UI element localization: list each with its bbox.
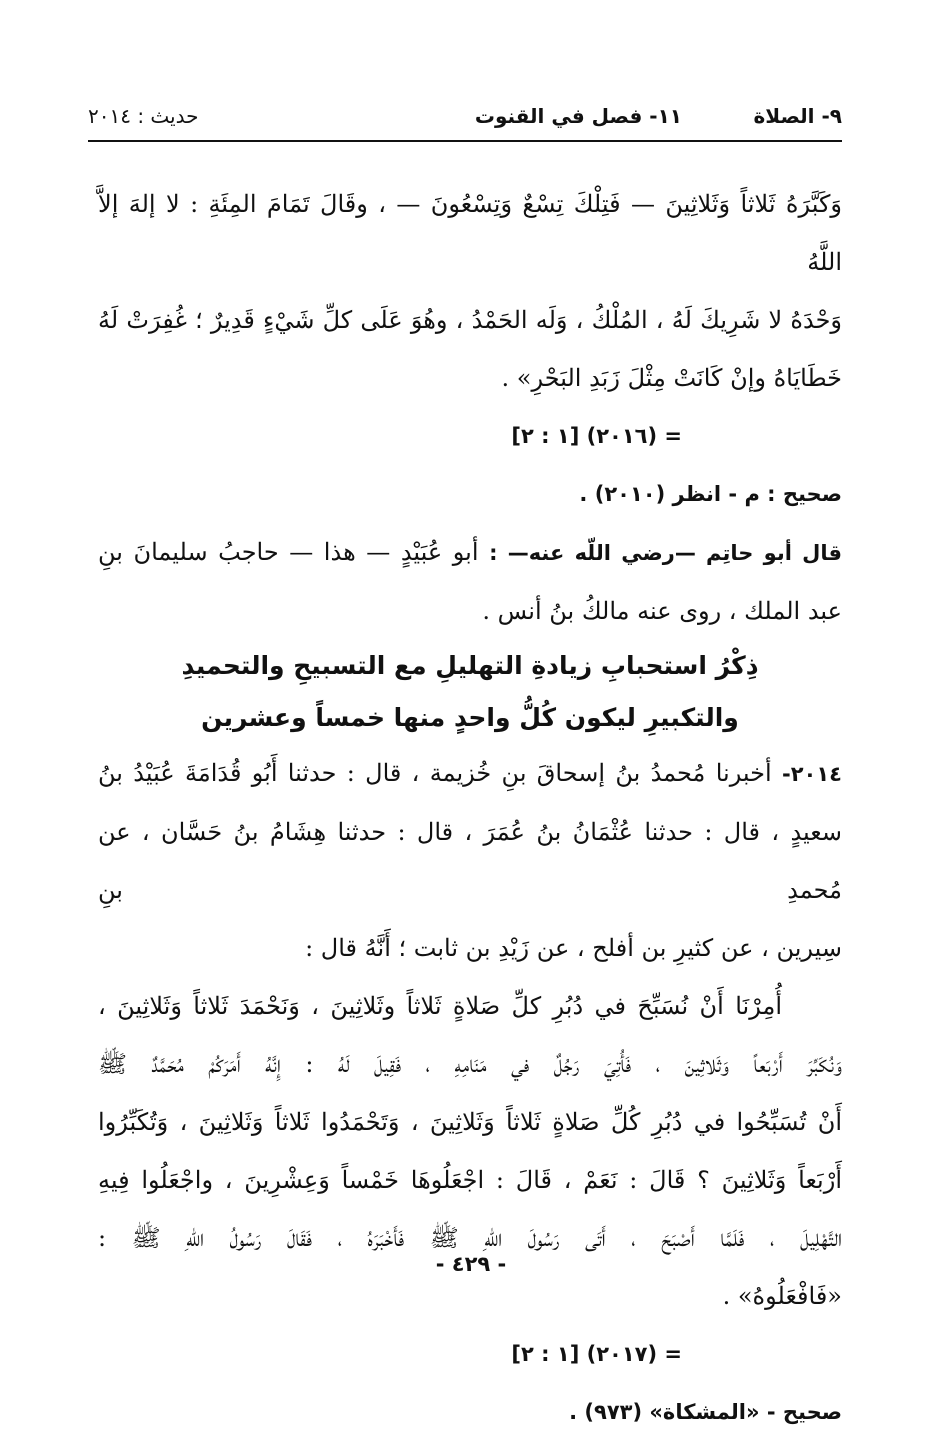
chain-text: أخبرنا مُحمدُ بنُ إسحاقَ بنِ خُزيمة ، قال : حدثنا أَبُو قُدَامَةَ عُبَيْدُ بنُ [98,759,782,787]
hadith-text: التَّهْلِيلَ ، فَلَمَّا أَصْبَحَ ، أَتَى رَسُولَ اللّهِ ﷺ فَأَخْبَرَهُ ، فَقَالَ رَسُولُ اللّهِ ﷺ : [98,1224,842,1252]
note-author: قال أبو حاتِم —رضي اللّه عنه— : [489,541,842,565]
header-hadith-number: حديث : ٢٠١٤ [88,104,199,128]
section-heading: ذِكْرُ استحبابِ زيادةِ التهليلِ مع التسبيحِ والتحميدِ [181,651,759,680]
text-line: وَكَبَّرَهُ ثَلاثاً وَثَلاثِينَ — فَتِلْكَ تِسْعٌ وَتِسْعُونَ — ، وقَالَ تَمَامَ المِئَةِ : لا إلهَ إلاَّ اللَّهُ [98,190,842,276]
hadith-text: أَرْبَعاً وَثَلاثِينَ ؟ قَالَ : نَعَمْ ، قَالَ : اجْعَلُوهَا خَمْساً وَعِشْرِينَ ، واجْعَلُوا فِيهِ [98,1166,842,1194]
text-line: سعيدٍ ، قال : حدثنا عُثْمَانُ بنُ عُمَرَ ، قال : حدثنا هِشَامُ بنُ حَسَّان ، عن مُحمدِ بنِ [98,818,842,904]
text-line: وَحْدَهُ لا شَرِيكَ لَهُ ، المُلْكُ ، وَلَه الحَمْدُ ، وهُوَ عَلَى كلِّ شَيْءٍ قَدِيرٌ ؛ غُفِرَتْ لَهُ [98,306,842,334]
text-line: سِيرين ، عن كثيرِ بن أفلح ، عن زَيْدِ بن ثابت ؛ أَنَّهُ قال : [305,934,842,962]
cross-reference: = (٢٠١٧) [١ : ٢] [511,1342,682,1366]
text-line: خَطَايَاهُ وإنْ كَانَتْ مِثْلَ زَبَدِ البَحْرِ» . [501,364,842,392]
hadith-text: أَنْ تُسَبِّحُوا في دُبُرِ كُلِّ صَلاةٍ ثَلاثاً وَثَلاثِينَ ، وَتَحْمَدُوا ثَلاثاً وَثَلاثِينَ ، وَتُكَبِّرُوا [98,1108,842,1136]
running-header [88,100,842,142]
page-number: - ٤٢٩ - [435,1252,507,1276]
text-line: عبد الملك ، روى عنه مالكُ بنُ أنس . [482,597,842,625]
note-text: أبو عُبَيْدٍ — هذا — حاجبُ سليمانَ بنِ [98,538,490,566]
cross-reference: = (٢٠١٦) [١ : ٢] [511,424,682,448]
hadith-number: ٢٠١٤- [782,762,842,786]
hadith-text: «فَافْعَلُوهُ» . [722,1282,842,1310]
header-section: ١١- فصل في القنوت [474,104,682,128]
hadith-text: وَنُكَبِّرَ أَرْبَعاً وَثَلاثِينَ ، فَأُتِيَ رَجُلٌ في مَنَامِهِ ، فَقِيلَ لَهُ : إِنَّهُ أَمَرَكُمْ مُحَمَّدٌ ﷺ [98,1050,842,1078]
section-heading: والتكبيرِ ليكون كُلُّ واحدٍ منها خمساً وعشرين [201,703,739,732]
hadith-text: أُمِرْنَا أَنْ نُسَبِّحَ في دُبُرِ كلِّ صَلاةٍ ثَلاثاً وثَلاثِينَ ، وَنَحْمَدَ ثَلاثاً وَثَلاثِينَ ، [98,992,782,1020]
grading-note: صحيح - «المشكاة» (٩٧٣) . [569,1400,842,1424]
header-chapter: ٩- الصلاة [753,104,842,128]
editor-note [98,523,842,582]
hadith-chain [98,744,842,803]
grading-note: صحيح : م - انظر (٢٠١٠) . [579,482,842,506]
